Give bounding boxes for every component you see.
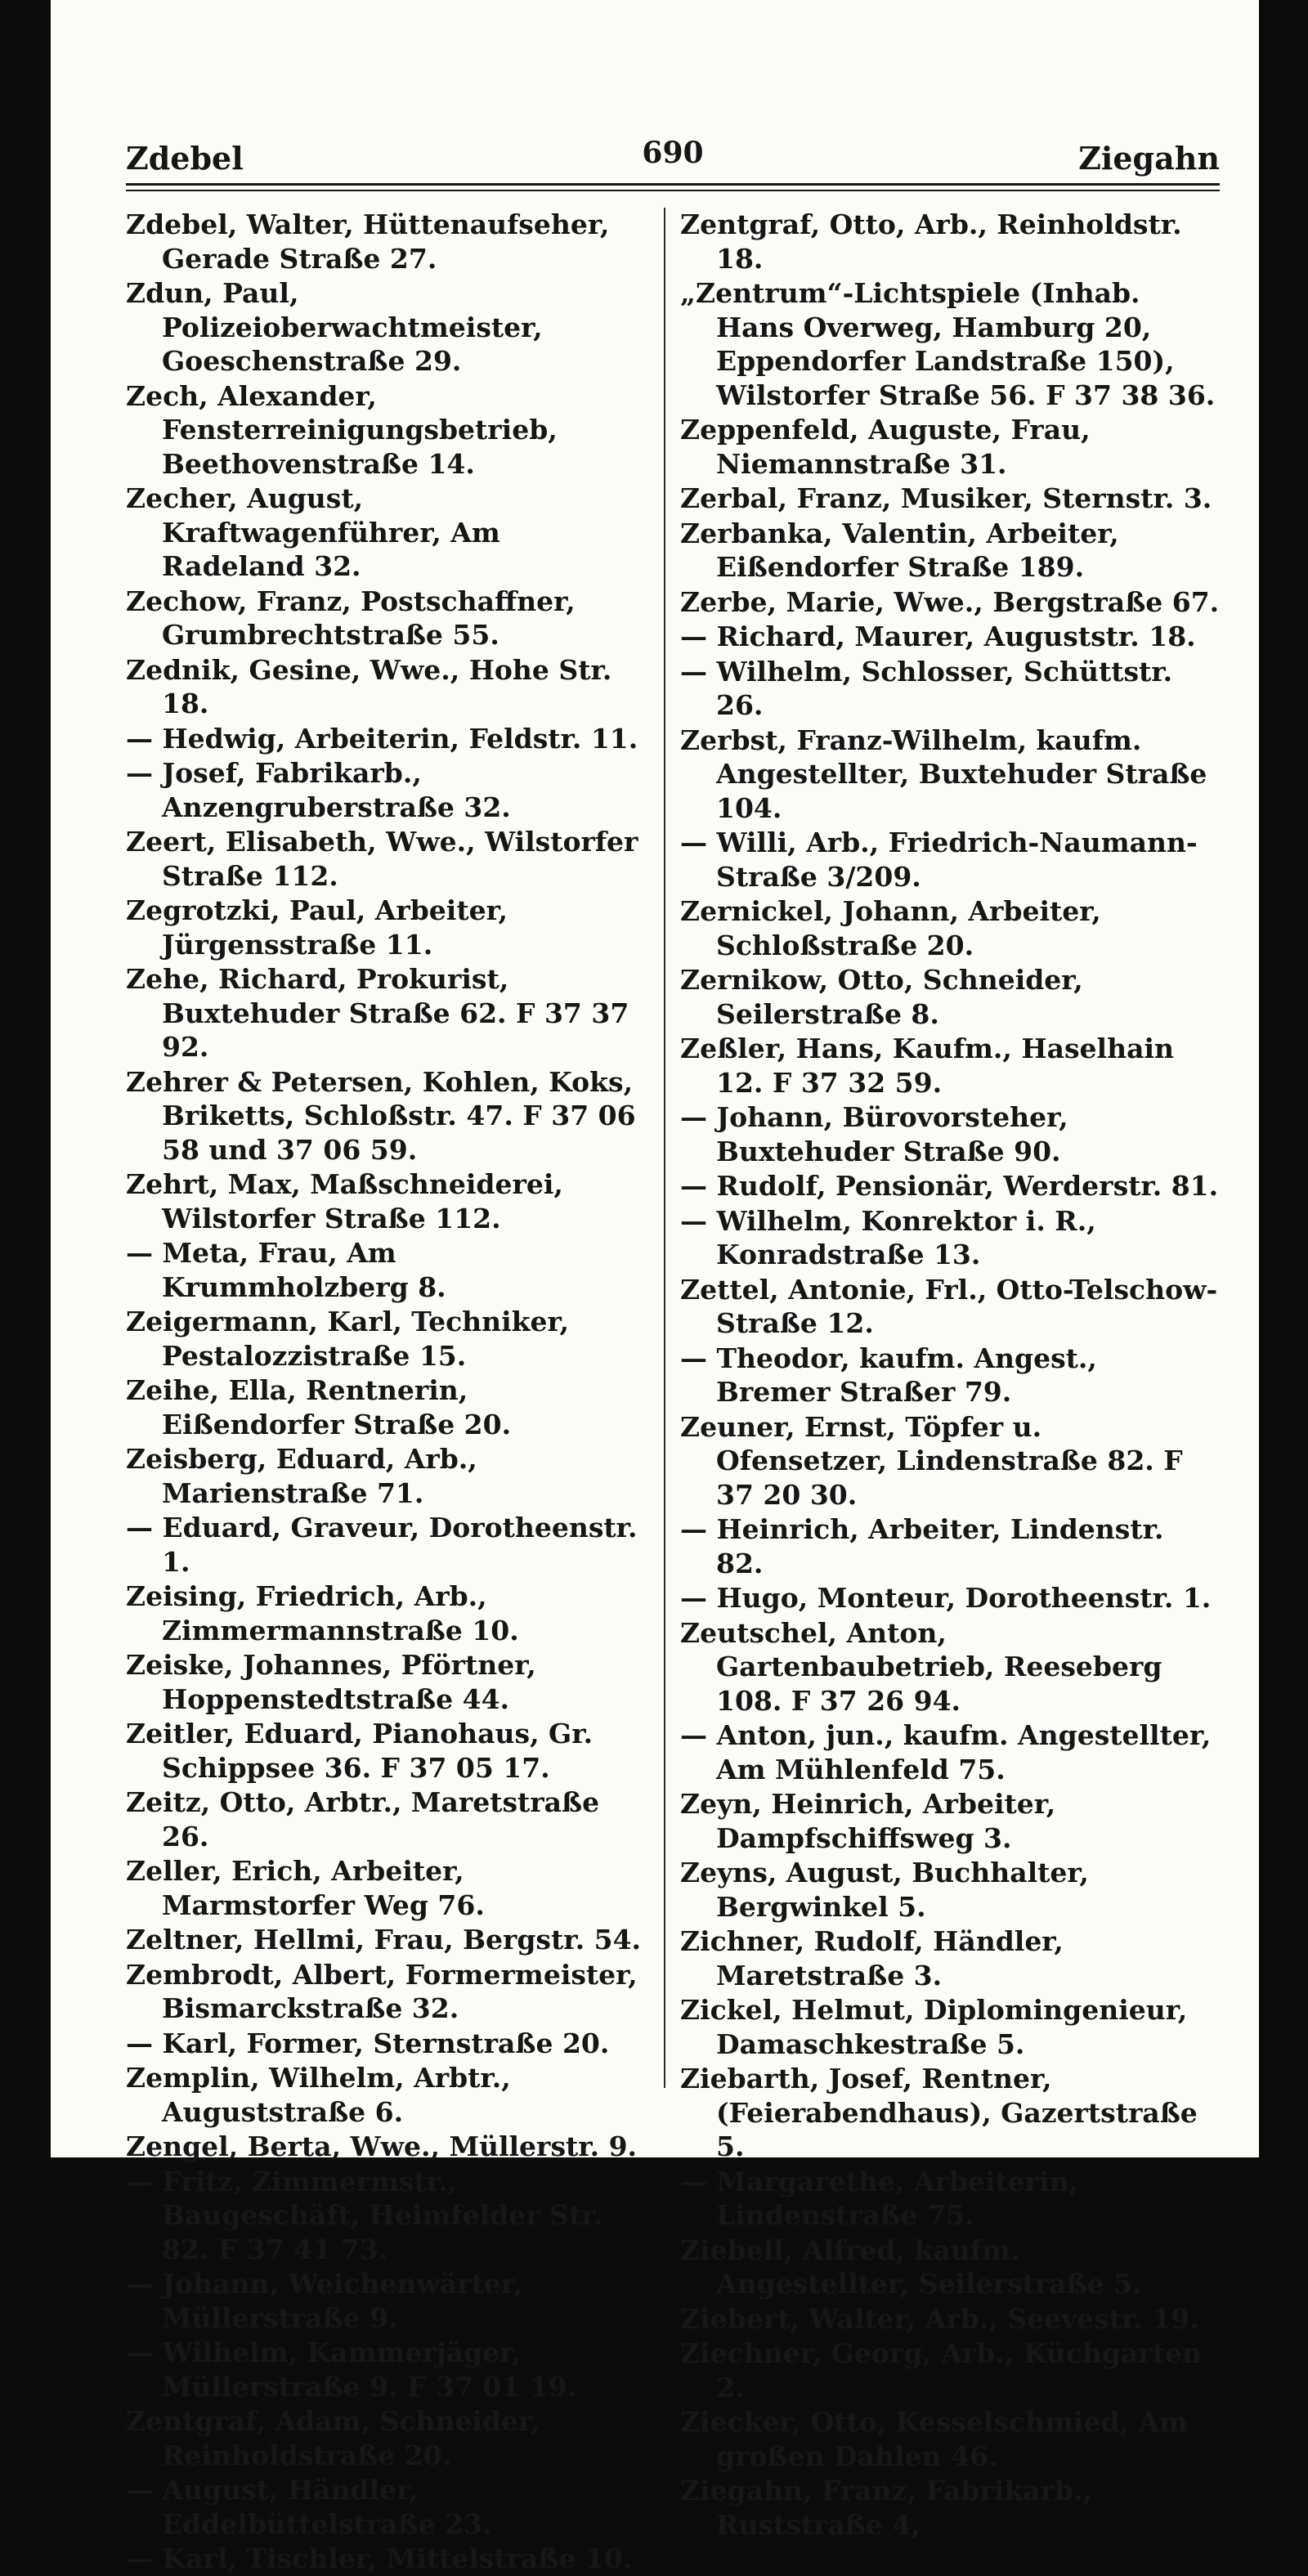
directory-entry: Zeihe, Ella, Rentnerin, Eißendorfer Straße 20. — [126, 1374, 512, 1440]
left-column — [126, 208, 649, 2574]
directory-entry: Zeitler, Eduard, Pianohaus, Gr. Schippsee 36. F 37 05 17. — [126, 1718, 594, 1784]
directory-entry: — Richard, Maurer, Auguststr. 18. — [680, 620, 1196, 652]
directory-entry: — Anton, jun., kaufm. Angestellter, Am Mühlenfeld 75. — [680, 1719, 1212, 1785]
directory-entry: Zernikow, Otto, Schneider, Seilerstraße 8. — [680, 964, 1083, 1030]
directory-entry: Zegrotzki, Paul, Arbeiter, Jürgensstraße 11. — [126, 894, 508, 961]
directory-entry: Zeutschel, Anton, Gartenbaubetrieb, Reeseberg 108. F 37 26 94. — [680, 1616, 1162, 1717]
directory-entry: Zichner, Rudolf, Händler, Maretstraße 3. — [680, 1925, 1064, 1991]
directory-entry: Zerbanka, Valentin, Arbeiter, Eißendorfer Straße 189. — [680, 517, 1119, 583]
directory-entry: Zeyn, Heinrich, Arbeiter, Dampfschiffsweg 3. — [680, 1788, 1056, 1854]
directory-entry: Zehe, Richard, Prokurist, Buxtehuder Straße 62. F 37 37 92. — [126, 963, 629, 1063]
directory-entry: Ziechner, Georg, Arb., Küchgarten 2. — [680, 2337, 1202, 2404]
directory-entry: Zeppenfeld, Auguste, Frau, Niemannstraße 31. — [680, 414, 1091, 480]
directory-entry: Zech, Alexander, Fensterreinigungsbetrieb, Beethovenstraße 14. — [126, 379, 558, 480]
directory-entry: — Hugo, Monteur, Dorotheenstr. 1. — [680, 1582, 1212, 1614]
directory-entry: Zehrer & Petersen, Kohlen, Koks, Briketts, Schloßstr. 47. F 37 06 58 und 37 06 59. — [126, 1065, 636, 1166]
directory-entry: — Willi, Arb., Friedrich-Naumann-Straße 3/209. — [680, 827, 1198, 893]
directory-entry: Ziebert, Walter, Arb., Seevestr. 19. — [680, 2302, 1199, 2335]
page-header — [126, 123, 1220, 177]
directory-entry: — Wilhelm, Kammerjäger, Müllerstraße 9. F 37 01 19. — [126, 2336, 577, 2403]
directory-entry: Zdun, Paul, Polizeioberwachtmeister, Goeschenstraße 29. — [126, 277, 543, 377]
directory-entry: — Rudolf, Pensionär, Werderstr. 81. — [680, 1170, 1219, 1202]
directory-entry: Zettel, Antonie, Frl., Otto-Telschow-Straße 12. — [680, 1273, 1218, 1339]
directory-entry: Zernickel, Johann, Arbeiter, Schloßstraße 20. — [680, 895, 1101, 961]
directory-entry: Zembrodt, Albert, Formermeister, Bismarckstraße 32. — [126, 1958, 638, 2024]
directory-entry: Zeigermann, Karl, Techniker, Pestalozzistraße 15. — [126, 1306, 570, 1372]
directory-entry: Ziecker, Otto, Kesselschmied, Am großen Dahlen 46. — [680, 2406, 1189, 2472]
directory-entry: — Meta, Frau, Am Krummholzberg 8. — [126, 1237, 446, 1303]
directory-entry: — Heinrich, Arbeiter, Lindenstr. 82. — [680, 1513, 1164, 1579]
directory-entry: Zeiske, Johannes, Pförtner, Hoppenstedtstraße 44. — [126, 1649, 536, 1715]
header-rule-top — [126, 183, 1220, 186]
directory-entry: Zickel, Helmut, Diplomingenieur, Damaschkestraße 5. — [680, 1994, 1188, 2060]
column-divider — [664, 208, 665, 2088]
directory-entry: Zentgraf, Otto, Arb., Reinholdstr. 18. — [680, 208, 1182, 275]
directory-entry: Zehrt, Max, Maßschneiderei, Wilstorfer Straße 112. — [126, 1168, 563, 1234]
directory-entry: Zeisberg, Eduard, Arb., Marienstraße 71. — [126, 1443, 477, 1509]
directory-entry: Zerbst, Franz-Wilhelm, kaufm. Angestellter, Buxtehuder Straße 104. — [680, 724, 1207, 824]
directory-entry: Ziebarth, Josef, Rentner, (Feierabendhaus), Gazertstraße 5. — [680, 2063, 1198, 2162]
directory-entry: Ziebell, Alfred, kaufm. Angestellter, Seilerstraße 5. — [680, 2233, 1142, 2300]
directory-entry: Zechow, Franz, Postschaffner, Grumbrechtstraße 55. — [126, 585, 576, 651]
directory-entry: — Margarethe, Arbeiterin, Lindenstraße 75. — [680, 2165, 1079, 2231]
directory-entry: Zemplin, Wilhelm, Arbtr., Auguststraße 6. — [126, 2062, 511, 2128]
directory-entry: „Zentrum“-Lichtspiele (Inhab. Hans Overweg, Hamburg 20, Eppendorfer Landstraße 150), Wilstorfer Straße 56. F 37 38 36. — [680, 277, 1216, 411]
directory-entry: — Karl, Former, Sternstraße 20. — [126, 2027, 610, 2059]
directory-entry: — Johann, Weichenwärter, Müllerstraße 9. — [126, 2268, 523, 2334]
directory-entry: — Eduard, Graveur, Dorotheenstr. 1. — [126, 1512, 638, 1578]
directory-entry: — August, Händler, Eddelbüttelstraße 23. — [126, 2474, 492, 2540]
header-double-rule — [126, 183, 1220, 191]
directory-entry: — Johann, Bürovorsteher, Buxtehuder Straße 90. — [680, 1101, 1068, 1167]
directory-entry: Zednik, Gesine, Wwe., Hohe Str. 18. — [126, 653, 612, 719]
directory-page — [51, 0, 1259, 2574]
directory-entry: — Josef, Fabrikarb., Anzengruberstraße 32. — [126, 757, 511, 823]
directory-entry: Zentgraf, Adam, Schneider, Reinholdstraße 20. — [126, 2405, 540, 2471]
directory-entry: Zerbe, Marie, Wwe., Bergstraße 67. — [680, 585, 1220, 618]
directory-entry: Zeising, Friedrich, Arb., Zimmermannstraße 10. — [126, 1580, 519, 1646]
directory-entry: — Fritz, Zimmermstr., Baugeschäft, Heimfelder Str. 82. F 37 41 73. — [126, 2165, 603, 2265]
directory-entry: Zeyns, August, Buchhalter, Bergwinkel 5. — [680, 1857, 1089, 1923]
directory-entry: Zecher, August, Kraftwagenführer, Am Radeland 32. — [126, 482, 500, 582]
directory-entry: Zerbal, Franz, Musiker, Sternstr. 3. — [680, 482, 1212, 514]
directory-entry: — Karl, Tischler, Mittelstraße 10. — [126, 2542, 633, 2574]
directory-entry: — Wilhelm, Schlosser, Schüttstr. 26. — [680, 655, 1173, 721]
directory-entry: Zeller, Erich, Arbeiter, Marmstorfer Weg 76. — [126, 1855, 485, 1921]
directory-entry: Ziegahn, Franz, Fabrikarb., Ruststraße 4, — [680, 2475, 1093, 2541]
directory-entry: Zengel, Berta, Wwe., Müllerstr. 9. — [126, 2130, 638, 2162]
right-column — [680, 208, 1220, 2541]
header-last-entry: Ziegahn — [1078, 140, 1220, 177]
directory-entry: Zeert, Elisabeth, Wwe., Wilstorfer Straße 112. — [126, 826, 638, 892]
header-first-entry: Zdebel — [126, 140, 244, 177]
header-rule-bottom — [126, 190, 1220, 191]
directory-entry: Zeuner, Ernst, Töpfer u. Ofensetzer, Lindenstraße 82. F 37 20 30. — [680, 1410, 1183, 1511]
directory-entry: — Wilhelm, Konrektor i. R., Konradstraße 13. — [680, 1204, 1096, 1270]
directory-entry: Zdebel, Walter, Hüttenaufseher, Gerade Straße 27. — [126, 208, 610, 275]
directory-entry: Zeitz, Otto, Arbtr., Maretstraße 26. — [126, 1786, 600, 1852]
directory-entry: — Hedwig, Arbeiterin, Feldstr. 11. — [126, 722, 638, 755]
directory-entry: Zeßler, Hans, Kaufm., Haselhain 12. F 37 32 59. — [680, 1033, 1174, 1099]
directory-entry: Zeltner, Hellmi, Frau, Bergstr. 54. — [126, 1924, 641, 1956]
directory-entry: — Theodor, kaufm. Angest., Bremer Straßer 79. — [680, 1342, 1097, 1408]
page-number: 690 — [642, 136, 704, 170]
